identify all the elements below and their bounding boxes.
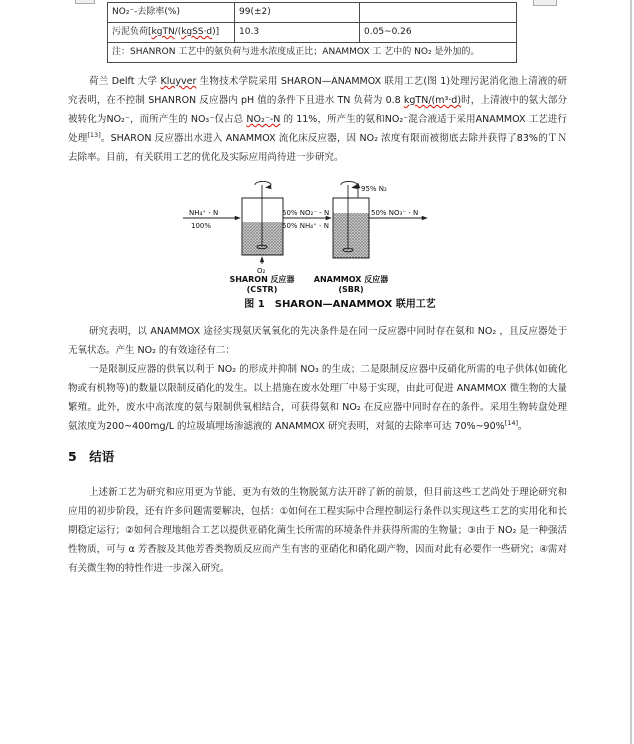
text-segment: 一是限制反应器的供氧以利于 NO₂ 的形成并抑制 NO₃ 的生成；二是限制反应器中反硝化所需的电子供体(如硫化物或有机物等)的数量以限制反硝化的发生。以上措施在废水处理厂中易于实现，由此可促进 ANAMMOX 微生物的大量繁殖。此外，废水中高浓度的氨与限制供氧相结合，可获得氨和 NO₂ 在反应器中同时存在的条件。采用生物转盘处理氨浓度为200~400mg/L 的垃圾填埋场渗滤液的 ANAMMOX 研究表明，对氮的去除率可达 70%~90% [68,364,567,432]
data-table [107,2,517,63]
table-row [108,3,517,23]
anammox-reactor-liquid [334,213,369,258]
paragraph-anammox-conditions[interactable]: 研究表明，以 ANAMMOX 途径实现氨厌氧氧化的先决条件是在同一反应器中同时存在氨和 NO₂ ，且反应器处于无氧状态。产生 NO₂ 的有效途径有二： [68,326,567,356]
text-segment: kgTN/(m³·d) [403,95,462,106]
paragraph-no2-pathways[interactable] [68,360,567,436]
text-segment: kgTN [151,27,175,37]
table-cell-sludge-load-label[interactable] [108,23,235,43]
effluent-label: 50% NO₃⁻ - N [371,209,419,217]
sharon-stirrer-rotation-icon [255,181,271,187]
text-segment: Kluyver [160,76,197,87]
intermediate-label-top: 50% NO₂⁻ - N [282,209,330,217]
text-segment: 污泥负荷[ [112,27,152,37]
table-note-cell[interactable]: 注：SHANRON 工艺中的氨负荷与进水浓度成正比；ANAMMOX 工 艺中的 NO₂ 是外加的。 [108,43,517,63]
sharon-reactor-name: SHARON 反应器 [229,275,295,284]
sharon-reactor-liquid [243,222,283,255]
table-cell-no2-removal-label[interactable]: NO₂⁻-去除率(%) [108,3,235,23]
text-segment: 。SHARON 反应器出水进入 ANAMMOX 流化床反应器，因 NO₂ 浓度有限而被彻底去除并获得了83%的ＴＮ去除率。目前，有关联用工艺的优化及实际应用尚待进一步研究。 [68,133,567,163]
n2-gas-label: 95% N₂ [361,185,387,193]
text-segment: 。 [518,421,528,432]
text-segment: 生物技术学院采用 SHARON—ANAMMOX 联用工艺(图 1)处理污泥消化池上清液的研究表明，在不控制 SHANRON 反应器内 pH 值的条件下且进水 TN 负荷为 0.8 [68,76,567,106]
page-edge-line [630,0,632,744]
figure-diagram [175,178,505,296]
text-segment: )] [212,27,220,37]
intermediate-label-bottom: 50% NH₄⁺ - N [282,222,329,230]
anammox-stirrer-rotation-icon [341,181,357,187]
table-cell-empty[interactable] [360,3,517,23]
figure-1[interactable] [175,178,505,296]
text-segment: 荷兰 Delft 大学 [89,76,161,87]
sharon-reactor-type: (CSTR) [246,285,278,294]
table-cell-sludge-load-range[interactable]: 0.05~0.26 [360,23,517,43]
ruler-fragment-right [533,0,557,6]
text-segment: NO₂⁻-N [246,114,281,125]
paragraph-sharon-anammox[interactable] [68,72,567,167]
text-segment: [13] [87,130,101,139]
table-row [108,23,517,43]
text-segment: [14] [504,418,518,427]
paragraph-conclusion[interactable]: 上述新工艺为研究和应用更为节能、更为有效的生物脱氮方法开辟了新的前景，但目前这些工艺尚处于理论研究和应用的初步阶段，还有许多问题需要解决，包括：①如何在工程实际中合理控制运行条件以实现这些工艺的实用化和长期稳定运行；②如何合理地组合工艺以提供亚硝化菌生长所需的环境条件并获得所需的生物量；③由于 NO₂ 是一种强活性物质，可与 α 芳香胺及其他芳香类物质反应而产生有害的亚硝化和硝化副产物，因而对此有必要作一些研究；④需对有关微生物的特性作进一步深入研究。 [68,487,567,574]
influent-label: NH₄⁺ - N [189,209,219,217]
table-cell-sludge-load-value[interactable]: 10.3 [235,23,360,43]
anammox-reactor-type: (SBR) [338,285,364,294]
table-row [108,43,517,63]
text-segment: 时，上清液中的氨大部分被转化为NO₂⁻，而所产生的 NO₃⁻仅占总 [68,95,567,125]
anammox-reactor-name: ANAMMOX 反应器 [313,275,389,284]
figure-caption: 图 1 SHARON—ANAMMOX 联用工艺 [244,299,436,310]
section-heading-conclusion[interactable]: 5 结语 [68,449,115,464]
ruler-fragment-left [75,0,95,4]
text-segment: /( [174,27,182,37]
influent-percent: 100% [191,222,212,230]
table-cell-no2-removal-value[interactable]: 99(±2) [235,3,360,23]
o2-label: O₂ [257,267,266,275]
text-segment: 的 11%，所产生的氨和NO₂⁻混合液适于采用ANAMMOX 工艺进行处理 [68,114,567,144]
text-segment: kgSS·d [181,27,213,37]
